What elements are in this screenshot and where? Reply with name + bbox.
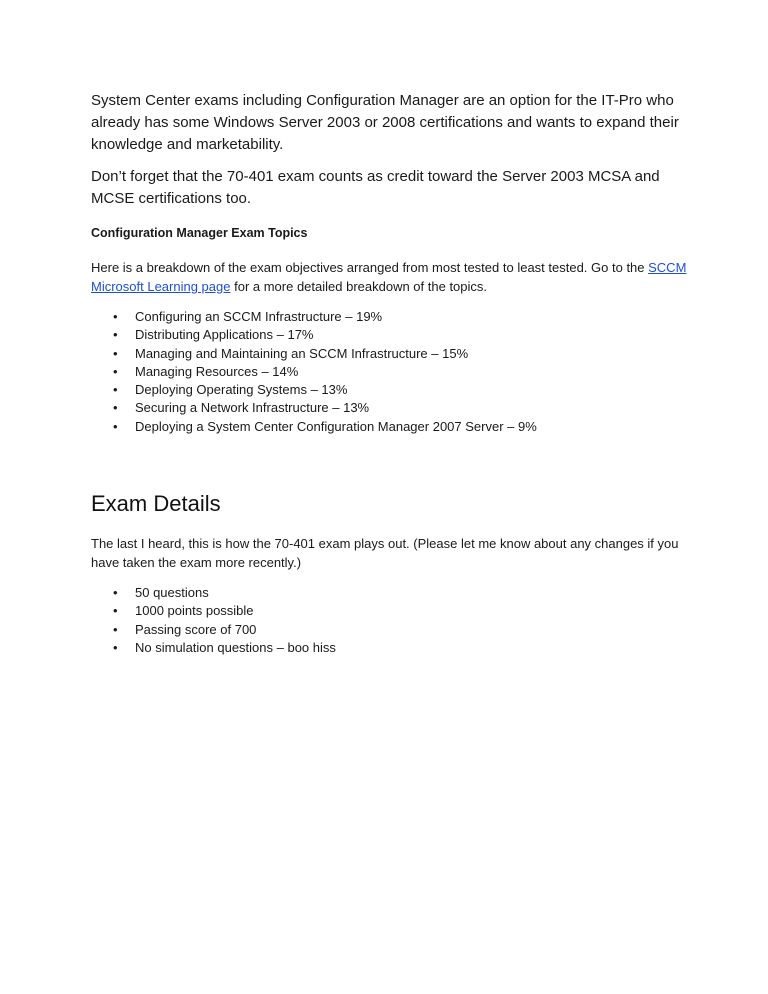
topics-heading: Configuration Manager Exam Topics <box>91 226 308 240</box>
bullet-icon: • <box>113 345 118 361</box>
list-item <box>91 308 691 326</box>
bullet-icon: • <box>113 382 118 398</box>
list-item <box>91 326 691 344</box>
exam-details-heading: Exam Details <box>91 491 221 517</box>
bullet-icon: • <box>113 327 118 343</box>
topics-list <box>91 308 691 436</box>
sccm-learning-link[interactable]: SCCM Microsoft Learning page <box>91 260 687 294</box>
bullet-icon: • <box>113 621 118 637</box>
bullet-icon: • <box>113 363 118 379</box>
bullet-icon: • <box>113 309 118 324</box>
list-item-text: Distributing Applications – 17% <box>135 327 314 343</box>
list-item-text: Configuring an SCCM Infrastructure – 19% <box>135 309 383 324</box>
list-item <box>91 381 691 399</box>
intro-paragraph-1: System Center exams including Configuration Manager are an option for the IT-Pro who already has some Windows Server 2003 or 2008 certifications and wants to expand their knowledge and marketability. <box>91 92 679 153</box>
list-item-text: Deploying Operating Systems – 13% <box>135 382 348 398</box>
bullet-icon: • <box>113 585 118 601</box>
list-item <box>91 639 691 657</box>
list-item-text: 1000 points possible <box>135 603 254 619</box>
list-item-text: No simulation questions – boo hiss <box>135 639 336 655</box>
bullet-icon: • <box>113 400 118 416</box>
list-item <box>91 345 691 363</box>
bullet-icon: • <box>113 418 118 434</box>
list-item <box>91 399 691 417</box>
list-item <box>91 602 691 620</box>
list-item-text: Passing score of 700 <box>135 621 257 637</box>
list-item-text: 50 questions <box>135 585 209 601</box>
intro-paragraph-2: Don’t forget that the 70-401 exam counts as credit toward the Server 2003 MCSA and MCSE certifications too. <box>91 168 660 207</box>
list-item-text: Deploying a System Center Configuration Manager 2007 Server – 9% <box>135 418 537 434</box>
topics-lead-after-link: for a more detailed breakdown of the topics. <box>230 279 488 294</box>
list-item <box>91 363 691 381</box>
bullet-icon: • <box>113 639 118 655</box>
topics-lead-before-link: Here is a breakdown of the exam objectives arranged from most tested to least tested. Go to the <box>91 260 649 275</box>
topics-lead-paragraph <box>91 258 691 296</box>
document-body <box>91 90 691 657</box>
list-item-text: Securing a Network Infrastructure – 13% <box>135 400 370 416</box>
bullet-icon: • <box>113 603 118 619</box>
exam-details-list <box>91 584 691 657</box>
list-item <box>91 621 691 639</box>
list-item-text: Managing and Maintaining an SCCM Infrastructure – 15% <box>135 345 469 361</box>
list-item-text: Managing Resources – 14% <box>135 363 299 379</box>
list-item <box>91 418 691 436</box>
exam-details-paragraph: The last I heard, this is how the 70-401 exam plays out. (Please let me know about any changes if you have taken the exam more recently.) <box>91 536 679 571</box>
list-item <box>91 584 691 602</box>
